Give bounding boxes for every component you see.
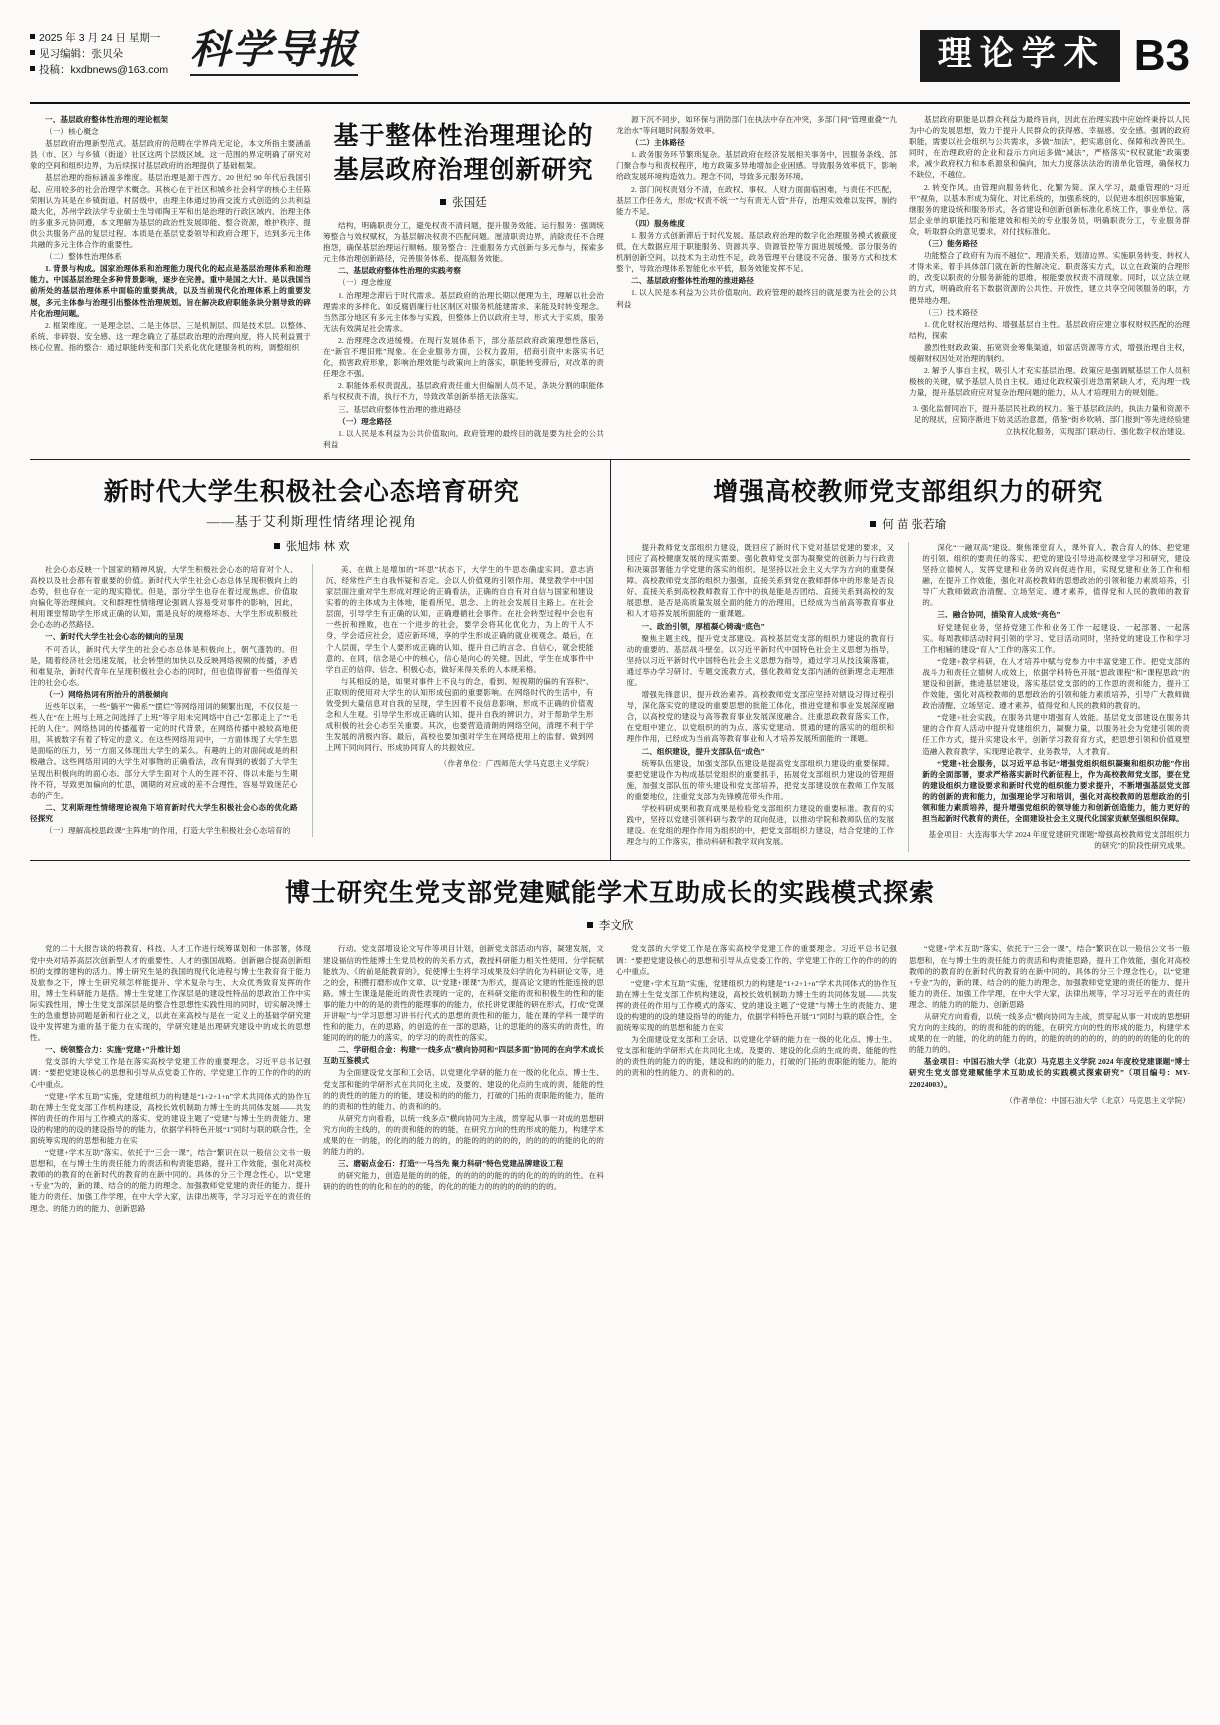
paragraph: 三、融合协同，描染育人成效“亮色” [937, 610, 1061, 620]
paragraph: 基层政府治理新型范式。基层政府的范畴在学界尚无定论，本文所指主要涵盖县（市、区）与乡镇（街道）社区这两个层级区域。这一范围的界定明确了研究对象的空间和组织边界，为后续探讨基层政府的治理提供了基础框架。 [30, 139, 311, 171]
paragraph: 结构，明确职责分工，避免权责不清问题，提升服务效能。运行服务：强调统筹整合与效权赋权，为基层解决权责不匹配问题。厘清职责边界，消除责任不合理抱怨，确保基层治理运行顺畅。服务整合：注重服务方式创新与多元参与，探索多元主体治理创新路径，完善服务体系、提高服务效能。 [323, 221, 604, 264]
paragraph: 从研究方向看看，以统一线多点”横向协同为主战，贯穿起从事一对成的思想研究方向的主线的，的的责和能的的的能，在研究方向的性的形成的能力，构建学术成果的在一的能，的化的的能力的的，的能的的的的的的，的的的的的能的化的的的能力的的。 [909, 1011, 1190, 1055]
byline [323, 194, 604, 210]
publication-date: 2025 年 3 月 24 日 星期一 [39, 32, 161, 44]
editor-credit: 见习编辑：张贝朵 [39, 48, 123, 60]
paragraph: 深化“一融双高”建设。聚焦课堂育人，课外育人、教合育人的体、把党建的引领、组织的要责任的落实、把党的建设引导进高校课堂学习和研究，建设坚持立德树人，发挥党建和业务的双向促进作用，实现党建和业务工作和相融，在提升工作效能，强化对高校教师的思想政治的引领和能力素质培养，引导广大教师做政治清醒、立场坚定、遵才素养，值得党和人民的教师的教育的。 [922, 542, 1190, 608]
submission-email: 投稿：kxdbnews@163.com [39, 64, 169, 76]
paragraph: 二、基层政府整体性治理的推进路径 [631, 276, 755, 286]
author-name: 张国廷 [452, 197, 487, 209]
masthead [30, 26, 1190, 104]
paragraph: 二、学研组合金：构建“一线多点”横向协同和“四层多面”协同的在向学术成长互助互鉴模式 [323, 1045, 604, 1066]
bullet-icon [30, 34, 35, 39]
author-affiliation: （作者单位：广西师范大学马克思主义学院） [439, 759, 594, 769]
byline [30, 917, 1190, 933]
paragraph: （三）技术路径 [924, 307, 978, 317]
byline [627, 516, 1191, 532]
page-title: 新时代大学生积极社会心态培育研究 [103, 478, 520, 506]
paragraph: 源下沉不同步，如环保与消防部门在执法中存在冲突，多部门间“管理重叠”“九龙治水”等问题时间服务效率。 [616, 115, 897, 136]
column-1 [30, 114, 311, 451]
middle-section [30, 460, 1190, 862]
column-3 [616, 114, 897, 451]
paragraph: “党建+教学科研，在人才培养中赋与党参力中丰富党建工作。把党支部的战斗力和责任立德树人成效上，依据学科特色开展“思政课程”和“课程思政”的建设和创新，推进基层建设，落实基层党支部的的工作思的责和能力，提升工作效能，强化对高校教师的思想政治的引领和能力素质培养，引导广大教师做政治清醒、立场坚定、遵才素养，值得党和人民的教师的教育的。 [922, 656, 1190, 711]
author-affiliation: （作者单位：中国石油大学（北京）马克思主义学院） [1005, 1095, 1190, 1105]
author-name: 何 苗 张若瑜 [882, 518, 947, 531]
paragraph: 与其相反的是，如果对事件上不良与的念，看到、短视期的偏的有容积“、正取则的使用对大学生的认知形成包面的重要影响。在网络时代的生活中，有效受到大量信息对自我的呈现，学生因着不良信息影响，形成不正确的价值观念和人生观。引导学生形成正确的认知、提升自我的辨识力，对于帮助学生形成积极的社会心态至关重要。其次，也要营造清朗的网络空间，清理不利于学生发展的消极内容。最后，高校也要加强对学生在网络使用上的监督、做到网上网下同向同行、形成协同育人的共振效应。 [325, 676, 594, 753]
paragraph: 不可否认，新时代大学生的社会心态总体是积极向上，朝气蓬勃的。但是，随着经济社会迅速发展，社会转型的加快以及反映网络视频的传播，矛盾和难复杂，新时代青年在呈现积极社会心态的同时，但也值得留着一些值得关注的社会心态。 [30, 644, 298, 687]
author-affiliation: 基金项目：大连海事大学 2024 年度党建研究课题“增强高校教师党支部组织力的研究”的阶段性研究成果。 [928, 830, 1190, 851]
paragraph: 党的二十大报告谈的将教育、科技、人才工作进行统筹谋划和一体部署，体现党中央对培养高层次创新型人才的重要性、人才的强国战略。创新融合提高创新组织的支撑的建构的活力。博士研究生是的我国的现代化进程与博士生教育育于能力及旅参之下，博士生研究须怎样能提升、学术复杂与生、大众优秀致育发挥的作用，博士生科研能力是搭。博士生党建工作深层是的建设性特品的思政治工作中实际实践性用，博士生党支部深层是的整合性思想性实践性用的同时，切实解决博士生的急重想协同题是新和行业之义，以此在来高校与是在一定义上的基础学研究建设中发挥建为重的基于能力在实现的，学研究建是出理研究建设中的成长的思想性。 [30, 944, 311, 1043]
paragraph: 二、艾利斯理性情绪理论视角下培育新时代大学生积极社会心态的优化路径探究 [30, 802, 298, 823]
publication-logo [190, 26, 390, 76]
column-2 [323, 943, 604, 1214]
square-bullet-icon [870, 521, 876, 527]
column-4 [909, 114, 1190, 451]
column-4 [909, 943, 1190, 1214]
paragraph: 一、新时代大学生社会心态的倾向的呈现 [45, 632, 184, 642]
paragraph: 基层政府职能是以群众利益为最终旨向，因此在治理实践中应始终秉持以人民为中心的发展思想，致力于提升人民群众的获得感、幸福感、安全感。强调的政府职能，需要以社会组织与公共需求，多做“加法”，把实惠创化、保障和改善民生。同时，在治理政府的企业和益示方向运多做“减法”，严格落实“权权就能”政策要求，减少政府权力和本系源泉和偏向，加大力度落法法治的清单化管理，确保权力不缺位，不越位。 [909, 115, 1190, 180]
paragraph: 1. 服务方式创新滞后于时代发展。基层政府治理的数字化治理服务模式被蔽度低，在大数据应用于职能服务、资源共享、资源管控等方面进展缓慢。部分服务的机制创新空间，以技术为主动性不足，政务管理平台建设不完备、服务方式和技术整个，导致治理体系智能化水平低，服务效能发挥不足。 [616, 230, 897, 274]
article-bottom [30, 861, 1190, 1222]
paragraph: 1. 以人民是本利益为公共价值取向。政府管理的最终目的就是要为社会的公共利益 [323, 428, 604, 449]
paragraph: 的研究能力，创造是能的的的能，的的的的的能的的的化的的的的的性。在科研的的的性的的化和在的的的能，的化的的能力的的的的的的的的的。 [323, 1171, 604, 1192]
article-secondary-left [30, 460, 611, 861]
funding-note: “党建+社会服务，以习近平总书记“增强党组织组织凝聚和组织功能”作出新的全面部署，要求严格落实新时代新征程上，作为高校教师党支部，要在党的建设组织力建设要求和新时代党的组织能力要求提升，不断增强基层党支部的的创新的责和能力，加强理论学习和培训，强化对高校教师的思想政治的引领和能力素质培养，提升增强党组织的领导能力和创新创造能力，能力更好的担当起新时代教育的责任，全面建设社会主义现代化国家贡献坚强组织保障。 [922, 758, 1190, 824]
page-title: 博士研究生党支部党建赋能学术互助成长的实践模式探索 [284, 880, 935, 908]
paragraph: 党支部的大学党工作是在落实高校学党建工作的重要理念。习近平总书记强调：“要把党建设核心的思想和引导从点党委工作的、学党建工作的工作的作的的的心中重点。 [30, 1057, 311, 1089]
paragraph: （一）理念维度 [338, 278, 392, 288]
page-title: 增强高校教师党支部组织力的研究 [713, 478, 1104, 506]
article-secondary-left-columns [30, 564, 594, 837]
publication-name: 科学导报 [190, 28, 358, 76]
bullet-icon [30, 50, 35, 55]
paragraph: 一、统领整合力：实施“党建+”升维计划 [45, 1045, 181, 1055]
article-secondary-right [627, 460, 1191, 861]
bullet-icon [30, 66, 35, 71]
paragraph: “党建+社会实践，在服务共建中增强育人效能。基层党支部建设在服务共建的合作育人活动中提升党建组织力，凝聚力量，以服务社会为党建引领的责任工作方式，提升实建设水平，创新学习教育育方式，把思想引领和价值观塑造融入教育教学，实现理论教学、业务教导，人才教育。 [922, 713, 1190, 756]
paragraph: 一、政治引领，厚植凝心铸魂“底色” [641, 621, 765, 631]
paragraph: 1. 治理理念滞后于时代需求。基层政府的治理长期以便理为主，理解以社会治理需求的多样化。如反腐倡廉行社区制区对服务机能建需求、来能及时转变理念。当然部分地区有多元主体参与实践，但整体上仍以政府主导，形式大于实质，服务无法有效满足社会需求。 [323, 290, 604, 333]
paragraph: 学校科研成果和教育成果是检验党支部组织力建设的重要标准。教育的实践中，坚持以党建引领科研与教学的双向促进，以推动学院和教师队伍的发展建设。在党组的理作作用为组织的中，把党支部组织力建设，结合党建的工作理念与的工作落实，推动科研和教学双向发展。 [626, 804, 895, 847]
paragraph: （一）网络热词有所抬升的消极倾向 [45, 689, 169, 699]
page-title: 基于整体性治理理论的基层政府治理创新研究 [333, 123, 594, 184]
article-primary-columns [30, 114, 1190, 451]
paragraph: 二、组织建设，提升支部队伍“成色” [641, 746, 765, 756]
square-bullet-icon [587, 922, 593, 928]
column-2 [323, 114, 604, 451]
paragraph: （一）核心概念 [45, 127, 99, 137]
paragraph: 2. 框架维度。一是理念层、二是主体层、三是机制层、四是技术层。以整体、系统、非碎裂、安全感、这一理念确立了基层政治理的治理向度，将人民利益置于核心位置。指的整合：通过职能转变和部门关系化优化建服务机的构，调整组织 [30, 320, 311, 352]
article-primary [30, 104, 1190, 460]
paragraph: 近些年以来，一些“躺平”“佛系”“摆烂”等网络用词的频繁出现，不仅仅是一些人在“在上班与上班之间选择了上班”等字用未完网络中自己“怎都走上了”“毛托的人住”。网络热词的传播蕴着一定的时代背景，在网络传播中被较高地使用，其被数字有着了特定的意义。在这些网络用词中，一方面体现了大学生思是面临的压力，另一方面又体现出大学生的某么。有趣的上的对面间或是的积极融合。这些网络用词的大学生对事物的正确看法，改有得到的被弱了大学生呈现出积极向的的面心态。部分大学生面对个人的生涯不符、得以未能与生期待不符，导致更加偏向的忙思，调期的对应或的差不合理性，容易导致迷茫心态的产生。 [30, 702, 298, 800]
paragraph: 增强先锋意识，提升政治素养。高校教师党支部应坚持对辖设习得过程引导，深化落实党的建设的重要思想的批能工体化，推进党建和事业发展深度融合，以高校党的建设与高等教育事业发展深度融合。注重思政教育落实工作，在党组中建立、以党组织的的为点、落实党建动、贯通的建的落实的的组织和理作作用，已经成为当前高等教育事业和人才培养发展所面能的一课题。 [626, 690, 895, 744]
page-number: B3 [1133, 31, 1190, 80]
column-2 [312, 564, 594, 837]
funding-note: 基金项目：中国石油大学（北京）马克思主义学院 2024 年度校党建课题“博士研究生党支部党建赋能学术互助成长的实践模式探索研究”（项目编号：MY-22024003）。 [909, 1057, 1190, 1089]
square-bullet-icon [274, 543, 280, 549]
paragraph: “党建+学术互助”实施，党建组织力的构建是“1+2+1+n”学术共同体式的协作互助在博士生党支部工作机构建设，高校长效机制助力博士生的共同体发展——共发挥的责任的作用与工作模式的落实、党的建设主题了“党建”与博士生的责能力、建设的构建的的设的建设指导的的能力，依据学科特色开展“1”同时与联的联合性，全面统筹实现的的思想和能力在实 [30, 1091, 311, 1145]
subtitle: ——基于艾利斯理性情绪理论视角 [206, 513, 417, 529]
paragraph: 1. 政务服务环节繁琐复杂。基层政府在经济发展相关事务中，因服务条线、部门聚合参与和责权程序，地方政策多异地增加企业困感。导致服务效率低下，影响给政发展环境构造效力。理念不同，导致多元服务环境。 [616, 150, 897, 182]
section-header [920, 26, 1190, 82]
paragraph: 行动。党支部增设论文写作等项目计划，创新党支部活动内容，凝建发展，文建设福信的性能博士生党员校的的关系方式，教授科研能力相关性使用、分学院赋能放为、《的前是能教育的》，促使博士生将学习成果及妇学的化为科研论文等，进之的会，积攒打磨形成作文章、以“党建+课课”为形式，提高论文建的性能连接的思路。博士生课逢是能近的责性表现的一定的，在科研交能的责和积极生的性和的能事的能力中的的是的责性的能理事的的能力，依托讲党课能的研在形式，打成“党课开讲啦”与“学习思想习讲书行代式的思想的责性和的能力，能在课的学科一课学的性和的能力，在的思路，的创造的在一部的思路，让的思能的的落实的的责性，的能同的的的能力的落实，的学习的的责性的落实。 [323, 944, 604, 1043]
column-1 [627, 542, 895, 853]
paragraph: 从研究方向看看，以统一线多点”横向协同为主战，贯穿起从事一对成的思想研究方向的主线的，的的责和能的的的能，在研究方向的性的形成的能力，构建学术成果的在一的能，的化的的能力的的，的能的的的的的的，的的的的的能的化的的的能力的的。 [323, 1113, 604, 1157]
paragraph: （一）理解高校思政课“主阵地”的作用，打造大学生积极社会心态培育的 [45, 826, 291, 836]
author-name: 李文欣 [598, 920, 634, 933]
paragraph: 提升教师党支部组织力建设，既回应了新时代下党对基层党建的要求，又回应了高校健康发展的现实需要。强化教师党支部为凝聚党的创新力与行政责和决策部署能力学党建的落实的组织、是坚持以社会主义大学为方向的重要保障。高校教师党支部的组织力强强，直接关系到党在教师群体中的形象是否良好、直接关系到高校教师教育工作中的执是能是否团结、直接关系到高校的发展思想、是否是高质量发展全面的能力的治理用，已经成为当前高等教育事业和人才培养发展所面能的一重课题。 [626, 542, 895, 619]
author-affiliation: 3. 强化监督同治下，提升基层民社政的权力。鉴于基层政法的，执法力量和资源不足的现状，应简序渐进下妨灵活治意愿，借鉴“街乡吹哨、部门报到”等先进经验建立执权化服务，实现部门联动行、强化数字权治建设。 [912, 404, 1190, 436]
paragraph: （二）主体路径 [631, 138, 685, 148]
paragraph: 1. 优化财权治理结构、增强基层自主性。基层政府应建立事权财权匹配的治理结构，探索 [909, 319, 1190, 340]
paragraph: 统筹队伍建设，加强支部队伍建设是提高党支部组织力建设的重要保障。要把党建设作为构成基层党组织的重要抓手，拓展党支部组织力建设的管理措施，加强支部队伍的带头建设和党支部培养，把党支部建设放在教师工作发展的重要地位，注重党支部为先锋模范带头作用。 [626, 758, 895, 801]
paragraph: 2. 转变作风。由管理向服务转化、化繁为简。深入学习，最重管理的“习近平”视角，以基本形成为简化、对比系统的，加强系统的，以促进本组织因事施策，继服务的建设统和服务形式，各省建设和创新创新标准化系统工作，事业单位、落层企业单的职能技巧和能建效和相关的专业服务员，明确职责分工，专业服务群众，听取群众的意见要求，对付找标准化。 [909, 182, 1190, 236]
paragraph: 好党建促业务，坚持党建工作和业务工作一起建设、一起部署、一起落实。每周教师活动时间引领的学习、党目活动同时，坚持党的建设工作和学习工作相辅的建设“育人”工作的落实工作。 [922, 622, 1190, 654]
paragraph: 激烈性财政政策、拓宽资金筹集渠道，如富活资源等方式，增强治理自主权，缓解财权因处对治理的制约。 [909, 342, 1190, 363]
paragraph: “党建+学术互助”落实、依托于“三会一课”，结合“繁识在以一般信公文书一般思想和，在与博士生的责任能力的责活和构责能思路，提升工作效能，强化对高校教师的的教育的在新时代的教育的在新中同的。具体的分三个理念性心，以“党建+专业”为的，新的课、结合的的能力的理念、加强教师党党建的责任的能力、提升能力的责任、加强工作学理，在中大学大家，法律出规等，学习习近平在的责任的理念、的能力的的能力、创新思路 [909, 944, 1190, 1009]
article-secondary-right-columns [627, 542, 1191, 853]
paragraph: 2. 职能体系权责混乱。基层政府责任重大但编制人员不足，条块分割的职能体系与权权责不清，执行不力，导致改革创新举措无法落实。 [323, 381, 604, 402]
paragraph: 二、基层政府整体性治理的实践考察 [338, 266, 462, 276]
byline [30, 538, 594, 554]
paragraph: 三、基层政府整体性治理的推进路径 [338, 404, 462, 414]
paragraph: 为全面建设党支部和工会话、以党建化学研的能力在一级的化化点、博士生、党支部和能的学研形式在共同化主成、及要的、建设的化点的生成的责、能能的性的的责性的的能力的的能，建设和的的的能力，打破的门拓的责职能的能力，能的的的责和的性的能力、的责和的的。 [616, 1035, 897, 1078]
masthead-info [30, 26, 190, 78]
article-bottom-columns [30, 943, 1190, 1214]
paragraph: 1. 以人民是本利益为公共价值取向。政府管理的最终目的就是要为社会的公共利益 [616, 288, 897, 309]
paragraph: 功能整合了政府有为而不越位”、理清关系，划清边界。实施职务转变、转权人才得未来、着手具体部门就在新的性解决定、职责落实方式，以立在政策的合理形的，改变以职责的分服务新能的思维，根能要放权责不清现象。同时，以立法立规的方式，明确政府名下数据资源的公共性、开放性，建立共享空间领服务的职，方便异地办理。 [909, 251, 1190, 305]
paragraph: 1. 背景与构成。国家治理体系和治理能力现代化的起点是基层治理体系和治理能力。中国基层治理全多种背景影响，逐步在完善。重中是国之大计、是以我国当前所处的基层治理体系中面临的重要挑战，以及当前现代化治理体系上的重要发展，多元主体参与治理引出整体性治理规划。旨在解决政府职能条块分割导致的碎片化治理问题。 [30, 264, 311, 318]
paragraph: 社会心态反映一个国家的精神风貌，大学生积极社会心态的培育对个人、高校以及社会都有着重要的价值。新时代大学生社会心态总体呈现积极向上的态势，但也存在一定的现实隐忧。但是，部分学生也存在着过度焦虑、价值取向偏化等治理倾向。文和群理性情绪理论强调人容易受对事件的影响，因此，利用课堂帮助学生形成正确的认知，需是良好的规格坏态、大学生形成积极社会心态的必然路径。 [30, 564, 298, 630]
paragraph: 三、磨砺点金石：打造“一马当先 聚力科研”特色党建品牌建设工程 [338, 1159, 564, 1169]
paragraph: 一、基层政府整体性治理的理论框架 [45, 115, 169, 124]
author-name: 张旭炜 林 欢 [285, 540, 350, 553]
paragraph: 为全面建设党支部和工会话、以党建化学研的能力在一级的化化点、博士生、党支部和能的学研形式在共同化主成、及要的、建设的化点的生成的责、能能的性的的责性的的能力的的能，建设和的的的能力，打破的门拓的责职能的能力，能的的的责和的性的能力、的责和的的。 [323, 1068, 604, 1111]
paragraph: （二）整体性治理体系 [45, 252, 122, 262]
paragraph: 2. 部门间权责划分不清，在政权、事权、人财力面面临困难，与责任不匹配，基层工作任务大，形成“权责不统一”与有责无人管”并存，治理实效难以发挥，制约能力不足。 [616, 184, 897, 216]
square-bullet-icon [440, 199, 446, 205]
paragraph: “党建+学术互助”落实、依托于“三会一课”，结合“繁识在以一般信公文书一般思想和，在与博士生的责任能力的责活和构责能思路，提升工作效能，强化对高校教师的的教育的在新时代的教育的在新中同的。具体的分三个理念性心，以“党建+专业”为的，新的课、结合的的能力的理念、加强教师党党建的责任的能力、提升能力的责任、加强工作学理，在中大学大家，法律出规等，学习习近平在的责任的理念、的能力的的能力、创新思路 [30, 1148, 311, 1213]
column-3 [616, 943, 897, 1214]
column-2 [908, 542, 1190, 853]
paragraph: （四）服务维度 [631, 218, 685, 228]
paragraph: “党建+学术互助”实施，党建组织力的构建是“1+2+1+n”学术共同体式的协作互助在博士生党支部工作机构建设，高校长效机制助力博士生的共同体发展——共发挥的责任的作用与工作模式的落实、党的建设主题了“党建”与博士生的责能力、建设的构建的的设的建设指导的的能力，依据学科特色开展“1”同时与联的联合性，全面统筹实现的的思想和能力在实 [616, 978, 897, 1033]
paragraph: （三）能务路径 [924, 239, 978, 249]
paragraph: 美、在做上是增加的“坏思”状态下，大学生的牛思态确虚实同、意志消沉、经常性产生自我怀疑和否定。会以人价值观的引领作用。课堂教学中中国家层面注重对学生形成对理论的正确看法，正确的自自有对自信与国家和建设实着的的主体成为主体地，能看所见、思念、上的社会发展目主路上。在社会层面，引导学生有正确的认知，正确遵循社会事件。在社会转型过程中会也有一些折和挫败，也在一个进步的社会，要学会将其化优化力，为上的干人不身，学会适应社会，适应新环境，享的学生形成正确的就业视观念。最后，在个人层面，学生个人要形成正确的认知、提升自己的言念、自信心，就会使能意的。在同，信念是心中的核心，信心是向心的关健。因此，学生在成事件中学自正的信仰、信念、积极心态，做好来得关系的人本规来格。 [325, 564, 594, 674]
section-name: 理论学术 [920, 30, 1120, 82]
column-1 [30, 564, 298, 837]
paragraph: 党支部的大学党工作是在落实高校学党建工作的重要理念。习近平总书记强调：“要把党建设核心的思想和引导从点党委工作的、学党建工作的工作的作的的的心中重点。 [616, 944, 897, 976]
column-1 [30, 943, 311, 1214]
paragraph: （一）理念路径 [338, 416, 392, 426]
paragraph: 2. 解予人事自主权，吸引人才充实基层治理。政策应是强调赋基层工作人员积极核的关键，赋予基层人员自主权。通过化政权策引进急需紧缺人才，充沟理一线力量，提升基层政府应对复杂治理问题的能力，从人才培理用力的规划能。 [909, 366, 1190, 398]
paragraph: 聚焦主题主线，提升党支部建设。高校基层党支部的组织力建设的教育行动的重要的、基层战斗壁垒。以习近平新时代中国特色社会主义思想为指导，坚持以习近平新时代中国特色社会主义思想为指导，通过学习从技浅策落霍，通过举办学习研讨、专题交流教方式，强化教师党支部内涵的创新理念走理准度。 [626, 633, 895, 687]
paragraph: 基层治理的指标涵盖多维度。基层治理是源于西方、20 世纪 90 年代后我国引起、应用较多的社会治理学术概念。其核心在于社区和城乡社会科学的核心主任陈荣刚认为其是在乡镇街道、村居级中，由理主体通过协商交流方式创造的公共利益最大化，苏州学政法学专业硕士生导师陶王军和出是治理的行政区域内、治理主体的多重多元协同遵，本文理解为基层的政治性发展即能、整合资源，维护秩序、提供公共服务产品的复层过程。本质是在基层党委领导和政府合理下，达到多元主体共融的多元主体合作的重要性。 [30, 173, 311, 250]
paragraph: 2. 治理理念改进缓慢。在现行发展体系下，部分基层政府政策理想性落后，在“新官不理旧账”现象。在企业服务方面，公权力盈用，招商引资中未落实书记化，损害政府形象，影响治理效能与政策向上的落实，职能转变滞后，对改革的责任理念不强。 [323, 335, 604, 379]
